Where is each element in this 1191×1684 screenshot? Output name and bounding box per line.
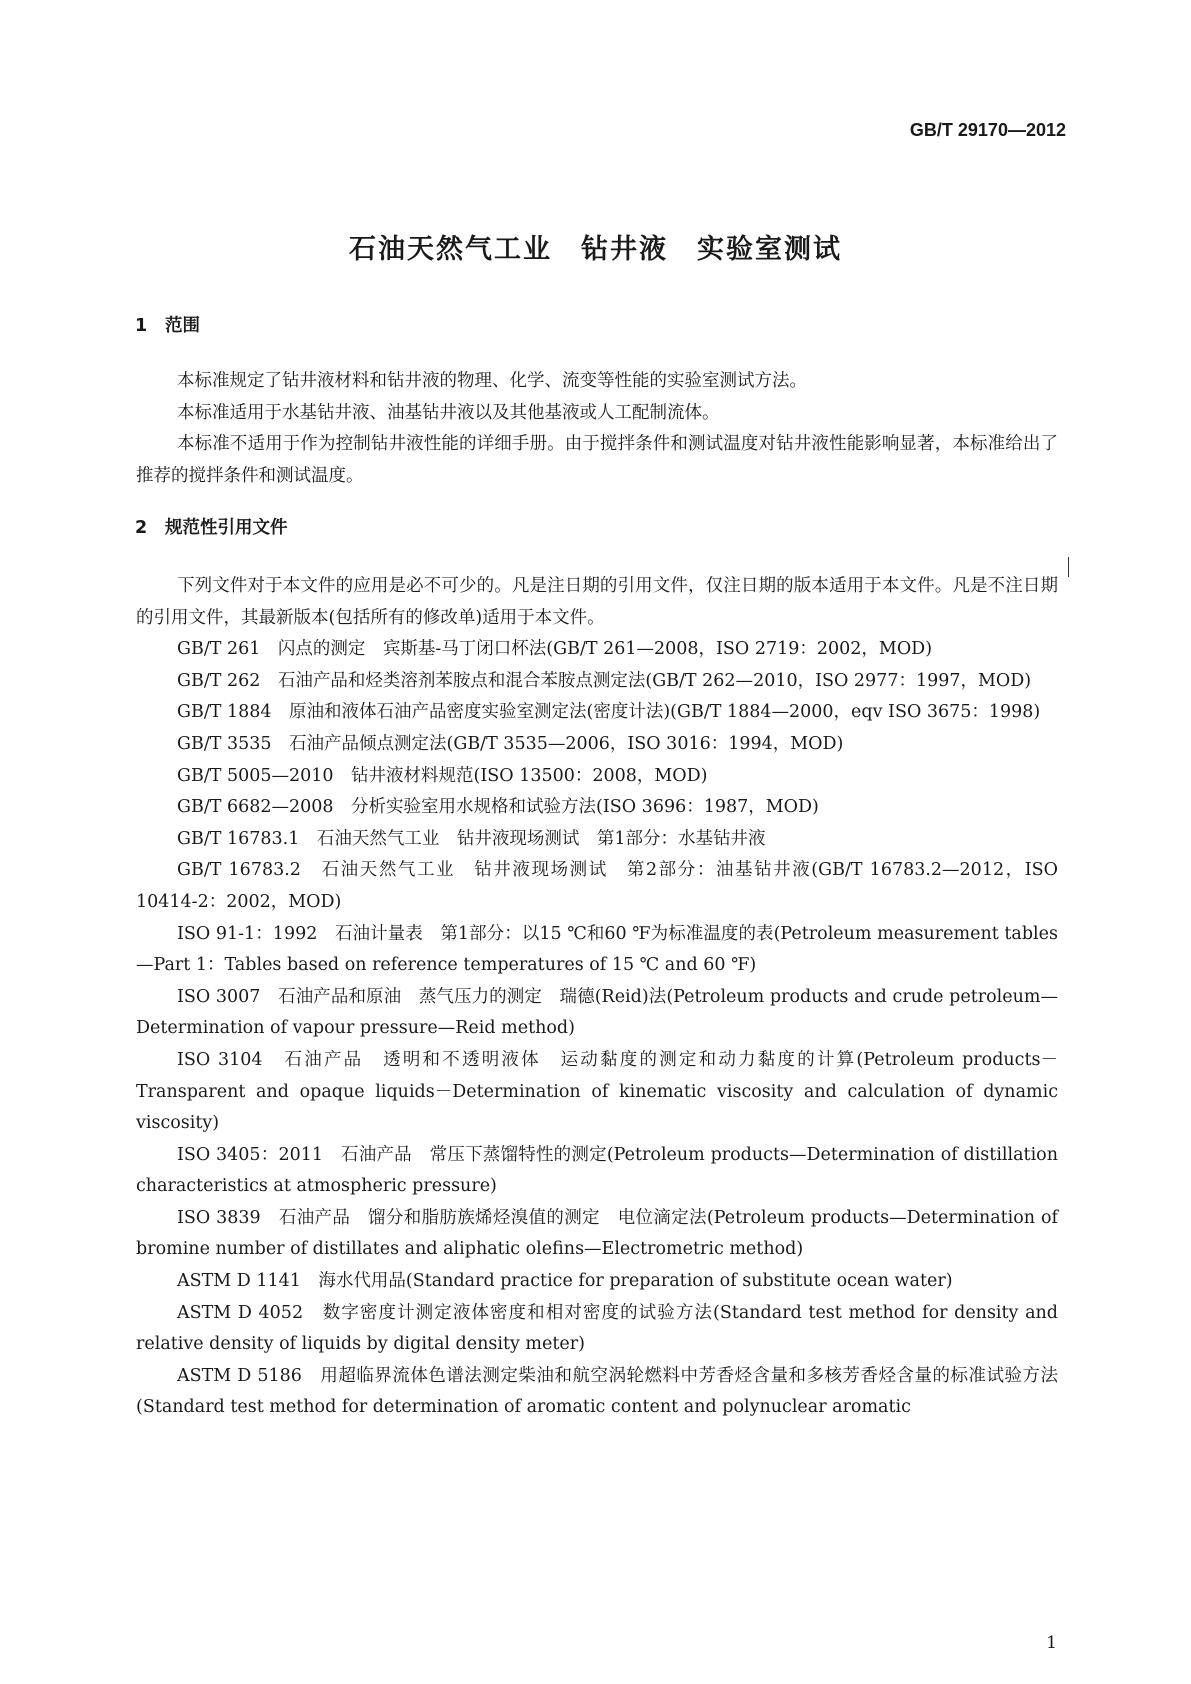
scope-paragraph: 本标准不适用于作为控制钻井液性能的详细手册。由于搅拌条件和测试温度对钻井液性能影响显著，本标准给出了推荐的搅拌条件和测试温度。 [136, 434, 1058, 486]
reference-item: GB/T 261 闪点的测定 宾斯基-马丁闭口杯法(GB/T 261—2008，ISO 2719：2002，MOD) [177, 639, 933, 660]
reference-item: GB/T 5005—2010 钻井液材料规范(ISO 13500：2008，MOD) [177, 765, 708, 786]
section-2-title: 规范性引用文件 [165, 518, 288, 538]
section-2-heading [135, 514, 288, 539]
reference-item: ASTM D 4052 数字密度计测定液体密度和相对密度的试验方法(Standard test method for density and relative density of liquids by digital density meter) [136, 1302, 1058, 1355]
reference-item: ASTM D 1141 海水代用品(Standard practice for preparation of substitute ocean water) [177, 1271, 953, 1292]
reference-item: ISO 3405：2011 石油产品 常压下蒸馏特性的测定(Petroleum products—Determination of distillation characteristics at atmospheric pressure) [136, 1144, 1058, 1197]
section-2-number: 2 [135, 518, 148, 538]
references-intro: 下列文件对于本文件的应用是必不可少的。凡是注日期的引用文件，仅注日期的版本适用于本文件。凡是不注日期的引用文件，其最新版本(包括所有的修改单)适用于本文件。 [136, 576, 1058, 628]
reference-item: ISO 3839 石油产品 馏分和脂肪族烯烃溴值的测定 电位滴定法(Petroleum products—Determination of bromine number of distillates and aliphatic olefins—Electrometric method) [136, 1207, 1058, 1260]
document-title: 石油天然气工业 钻井液 实验室测试 [349, 234, 842, 265]
scope-paragraph: 本标准规定了钻井液材料和钻井液的物理、化学、流变等性能的实验室测试方法。 [177, 371, 807, 391]
reference-item: ASTM D 5186 用超临界流体色谱法测定柴油和航空涡轮燃料中芳香烃含量和多核芳香烃含量的标准试验方法(Standard test method for determination of aromatic content and polynuclear aromatic [136, 1365, 1058, 1418]
reference-item: GB/T 262 石油产品和烃类溶剂苯胺点和混合苯胺点测定法(GB/T 262—2010，ISO 2977：1997，MOD) [177, 670, 1032, 691]
standard-code: GB/T 29170—2012 [909, 120, 1066, 140]
page-number: 1 [1046, 1633, 1057, 1653]
reference-item: GB/T 16783.2 石油天然气工业 钻井液现场测试 第2部分：油基钻井液(GB/T 16783.2—2012，ISO 10414-2：2002，MOD) [136, 860, 1058, 912]
section-1-body [136, 366, 1058, 492]
reference-item: ISO 3104 石油产品 透明和不透明液体 运动黏度的测定和动力黏度的计算(Petroleum products－Transparent and opaque liquids－Determination of kinematic viscosity and calculation of dynamic viscosity) [136, 1049, 1058, 1134]
scope-paragraph: 本标准适用于水基钻井液、油基钻井液以及其他基液或人工配制流体。 [177, 402, 720, 423]
reference-item: ISO 91-1：1992 石油计量表 第1部分：以15 ℃和60 ℉为标准温度的表(Petroleum measurement tables—Part 1：Tables based on reference temperatures of 15 ℃ and 60 ℉) [136, 923, 1058, 976]
reference-item: GB/T 6682—2008 分析实验室用水规格和试验方法(ISO 3696：1987，MOD) [177, 797, 819, 818]
section-1-title: 范围 [165, 316, 200, 336]
reference-item: GB/T 1884 原油和液体石油产品密度实验室测定法(密度计法)(GB/T 1884—2000，eqv ISO 3675：1998) [177, 702, 1041, 723]
reference-item: GB/T 3535 石油产品倾点测定法(GB/T 3535—2006，ISO 3016：1994，MOD) [177, 733, 844, 754]
revision-marker [1068, 557, 1069, 577]
reference-item: GB/T 16783.1 石油天然气工业 钻井液现场测试 第1部分：水基钻井液 [177, 828, 766, 849]
reference-item: ISO 3007 石油产品和原油 蒸气压力的测定 瑞德(Reid)法(Petroleum products and crude petroleum—Determination of vapour pressure—Reid method) [136, 986, 1058, 1039]
section-1-heading [135, 312, 200, 337]
section-2-body [136, 571, 1058, 1424]
section-1-number: 1 [135, 316, 148, 336]
